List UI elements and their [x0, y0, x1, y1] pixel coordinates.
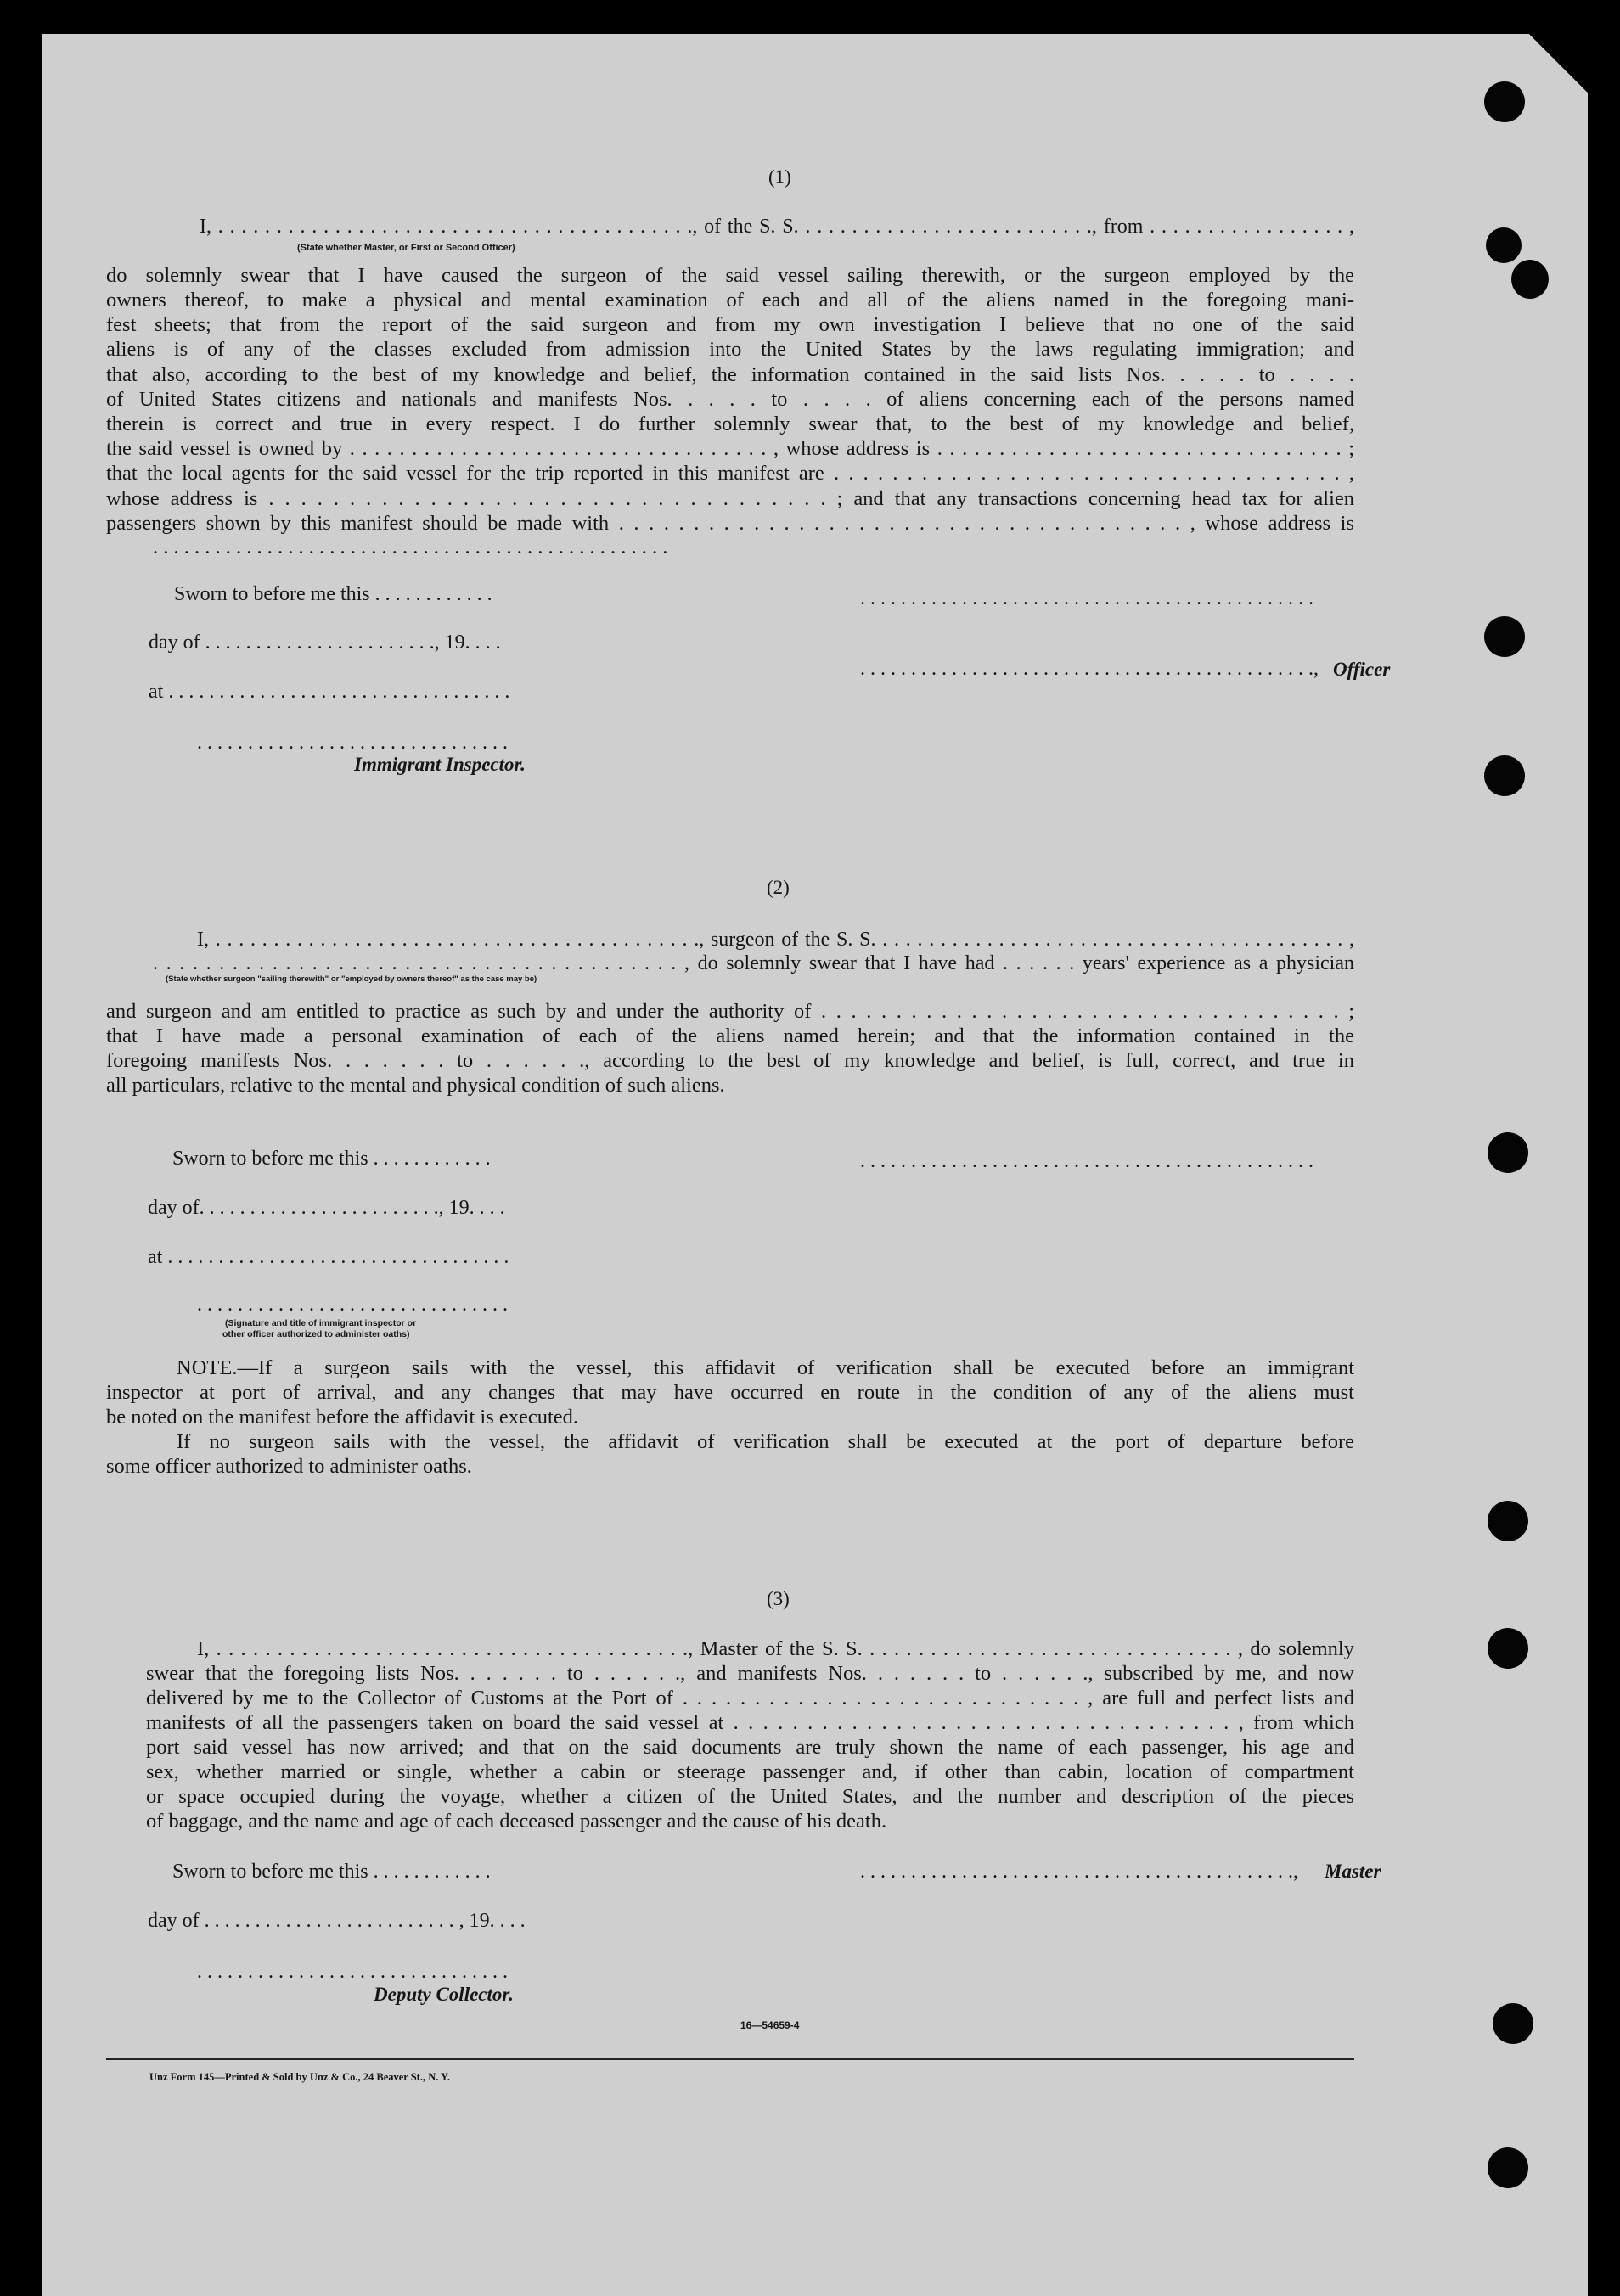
- form-code: 16—54659-4: [740, 2019, 800, 2031]
- punch-hole: [1488, 1628, 1528, 1669]
- note: other officer authorized to administer oaths): [222, 1329, 410, 1339]
- paragraph-line: port said vessel has now arrived; and that on the said documents are truly shown the name of each passenger, his age and: [146, 1736, 1354, 1759]
- punch-hole: [1488, 2147, 1528, 2188]
- punch-hole: [1493, 2003, 1533, 2044]
- footer-rule: [106, 2058, 1354, 2060]
- note-line: NOTE.—If a surgeon sails with the vessel, this affidavit of verification shall be executed before an immigrant: [177, 1356, 1354, 1379]
- punch-hole: [1484, 616, 1525, 657]
- paragraph-line: of United States citizens and nationals and manifests Nos. . . . . to . . . . of aliens concerning each of the persons named: [106, 388, 1354, 411]
- paragraph-line: do solemnly swear that I have caused the surgeon of the said vessel sailing therewith, or the surgeon employed by the: [106, 264, 1354, 287]
- punch-hole: [1486, 227, 1522, 263]
- signature-line: . . . . . . . . . . . . . . . . . . . . . . . . . . . . . . .: [197, 1294, 508, 1316]
- paragraph-line: the said vessel is owned by . . . . . . . . . . . . . . . . . . . . . . . . . . . . . . . . . . , whose address is . . . . . . . . . . . . . . . . . . . . . . . . . . . . . . . . . ;: [106, 437, 1354, 460]
- paragraph-line: of baggage, and the name and age of each deceased passenger and the cause of his death.: [146, 1810, 887, 1833]
- paragraph-line: owners thereof, to make a physical and mental examination of each and all of the aliens named in the foregoing mani-: [106, 289, 1354, 312]
- signature-line: . . . . . . . . . . . . . . . . . . . . . . . . . . . . . . . . . . . . . . . . . . . . .,: [860, 658, 1319, 680]
- oath-line: I, . . . . . . . . . . . . . . . . . . . . . . . . . . . . . . . . . . . . . . . . . ., surgeon of the S. S. . . . . . . . . . . . . . . . . . . . . . . . . . . . . . . . . . . . . . . . . ,: [197, 929, 1354, 951]
- paragraph-line: swear that the foregoing lists Nos. . . . . . . to . . . . . ., and manifests Nos. . . . . . . to . . . . . ., subscribed by me, and now: [146, 1662, 1354, 1685]
- punch-hole: [1488, 1132, 1528, 1173]
- paragraph-line: sex, whether married or single, whether a cabin or steerage passenger and, if other than cabin, location of compartment: [146, 1760, 1354, 1783]
- signature-line: . . . . . . . . . . . . . . . . . . . . . . . . . . . . . . . . . . . . . . . . . . . . .: [860, 587, 1313, 609]
- paragraph-line: foregoing manifests Nos. . . . . . . to . . . . . ., according to the best of my knowledge and belief, is full, correct, and true in: [106, 1049, 1354, 1072]
- paragraph-line: aliens is of any of the classes excluded from admission into the United States by the laws regulating immigration; and: [106, 338, 1354, 361]
- signature-role: Immigrant Inspector.: [354, 754, 526, 775]
- note: (State whether Master, or First or Second Officer): [297, 243, 515, 253]
- signature-line: . . . . . . . . . . . . . . . . . . . . . . . . . . . . . . . . . . . . . . . . . . . . .: [860, 1150, 1313, 1172]
- day-line: day of . . . . . . . . . . . . . . . . . . . . . . ., 19. . . .: [149, 632, 501, 654]
- oath-line: . . . . . . . . . . . . . . . . . . . . . . . . . . . . . . . . . . . . . . . . , do solemnly swear that I have had . . . . . . years' experience as a physician: [153, 952, 1354, 974]
- signature-line: . . . . . . . . . . . . . . . . . . . . . . . . . . . . . . .: [197, 732, 508, 754]
- note-line: If no surgeon sails with the vessel, the affidavit of verification shall be executed at the port of departure before: [177, 1430, 1354, 1453]
- signature-line: . . . . . . . . . . . . . . . . . . . . . . . . . . . . . . . . . . . . . . . . . . .,: [860, 1861, 1298, 1883]
- day-line: day of. . . . . . . . . . . . . . . . . . . . . . . ., 19. . . .: [148, 1197, 505, 1219]
- paragraph-line: all particulars, relative to the mental and physical condition of such aliens.: [106, 1074, 725, 1097]
- note: (Signature and title of immigrant inspector or: [225, 1318, 417, 1328]
- section-number: (1): [768, 166, 791, 188]
- paragraph-line: fest sheets; that from the report of the said surgeon and from my own investigation I believe that no one of the said: [106, 313, 1354, 336]
- note-line: be noted on the manifest before the affidavit is executed.: [106, 1406, 579, 1429]
- paragraph-line: and surgeon and am entitled to practice as such by and under the authority of . . . . . . . . . . . . . . . . . . . . . . . . . . . . . . . . . . . ;: [106, 1000, 1354, 1023]
- note-line: inspector at port of arrival, and any changes that may have occurred en route in the condition of any of the aliens must: [106, 1381, 1354, 1404]
- paragraph-line: that the local agents for the said vessel for the trip reported in this manifest are . . . . . . . . . . . . . . . . . . . . . . . . . . . . . . . . . . . ,: [106, 462, 1354, 485]
- section-number: (3): [767, 1588, 790, 1609]
- paragraph-line: or space occupied during the voyage, whether a citizen of the United States, and the number and description of the pieces: [146, 1785, 1354, 1808]
- at-line: at . . . . . . . . . . . . . . . . . . . . . . . . . . . . . . . . . .: [149, 681, 510, 703]
- day-line: day of . . . . . . . . . . . . . . . . . . . . . . . . . , 19. . . .: [148, 1910, 526, 1932]
- signature-role: Officer: [1333, 659, 1391, 680]
- paragraph-line: delivered by me to the Collector of Customs at the Port of . . . . . . . . . . . . . . . . . . . . . . . . . . . . , are full and perfect lists and: [146, 1687, 1354, 1709]
- printer-imprint: Unz Form 145—Printed & Sold by Unz & Co., 24 Beaver St., N. Y.: [149, 2071, 451, 2083]
- paragraph-line: . . . . . . . . . . . . . . . . . . . . . . . . . . . . . . . . . . . . . . . . . . . . . . . . . .: [153, 536, 668, 559]
- sworn-line: Sworn to before me this . . . . . . . . . . . .: [172, 1148, 491, 1170]
- paragraph-line: whose address is . . . . . . . . . . . . . . . . . . . . . . . . . . . . . . . . . . . ; and that any transactions concerning head tax for alien: [106, 487, 1354, 510]
- sworn-line: Sworn to before me this . . . . . . . . . . . .: [174, 583, 492, 605]
- at-line: at . . . . . . . . . . . . . . . . . . . . . . . . . . . . . . . . . .: [148, 1246, 509, 1268]
- signature-line: . . . . . . . . . . . . . . . . . . . . . . . . . . . . . . .: [197, 1961, 508, 1983]
- paragraph-line: I, . . . . . . . . . . . . . . . . . . . . . . . . . . . . . . . . . . . . . . ., Master of the S. S. . . . . . . . . . . . . . . . . . . . . . . . . . . . . . . , do solemnly: [197, 1637, 1354, 1660]
- punch-hole: [1484, 81, 1525, 122]
- paragraph-line: that I have made a personal examination of each of the aliens named herein; and that the information contained in the: [106, 1024, 1354, 1047]
- punch-hole: [1511, 260, 1549, 299]
- section-number: (2): [767, 877, 790, 898]
- paragraph-line: manifests of all the passengers taken on board the said vessel at . . . . . . . . . . . . . . . . . . . . . . . . . . . . . . . . . . , from which: [146, 1711, 1354, 1734]
- punch-hole: [1488, 1501, 1528, 1541]
- sworn-line: Sworn to before me this . . . . . . . . . . . .: [172, 1861, 491, 1883]
- note-line: some officer authorized to administer oaths.: [106, 1455, 472, 1478]
- signature-role: Master: [1325, 1861, 1381, 1882]
- paragraph-line: that also, according to the best of my knowledge and belief, the information contained in the said lists Nos. . . . . to . . . .: [106, 363, 1354, 386]
- punch-hole: [1484, 755, 1525, 796]
- note: (State whether surgeon "sailing therewith" or "employed by owners thereof" as the case may be): [166, 974, 537, 984]
- oath-line: I, . . . . . . . . . . . . . . . . . . . . . . . . . . . . . . . . . . . . . . . . ., of the S. S. . . . . . . . . . . . . . . . . . . . . . . . . ., from . . . . . . . . . . . . . . . . . ,: [200, 216, 1354, 238]
- signature-role: Deputy Collector.: [374, 1984, 514, 2005]
- paragraph-line: passengers shown by this manifest should be made with . . . . . . . . . . . . . . . . . . . . . . . . . . . . . . . . . . . . . . , whose address is: [106, 512, 1354, 535]
- paragraph-line: therein is correct and true in every respect. I do further solemnly swear that, to the best of my knowledge and belief,: [106, 413, 1354, 435]
